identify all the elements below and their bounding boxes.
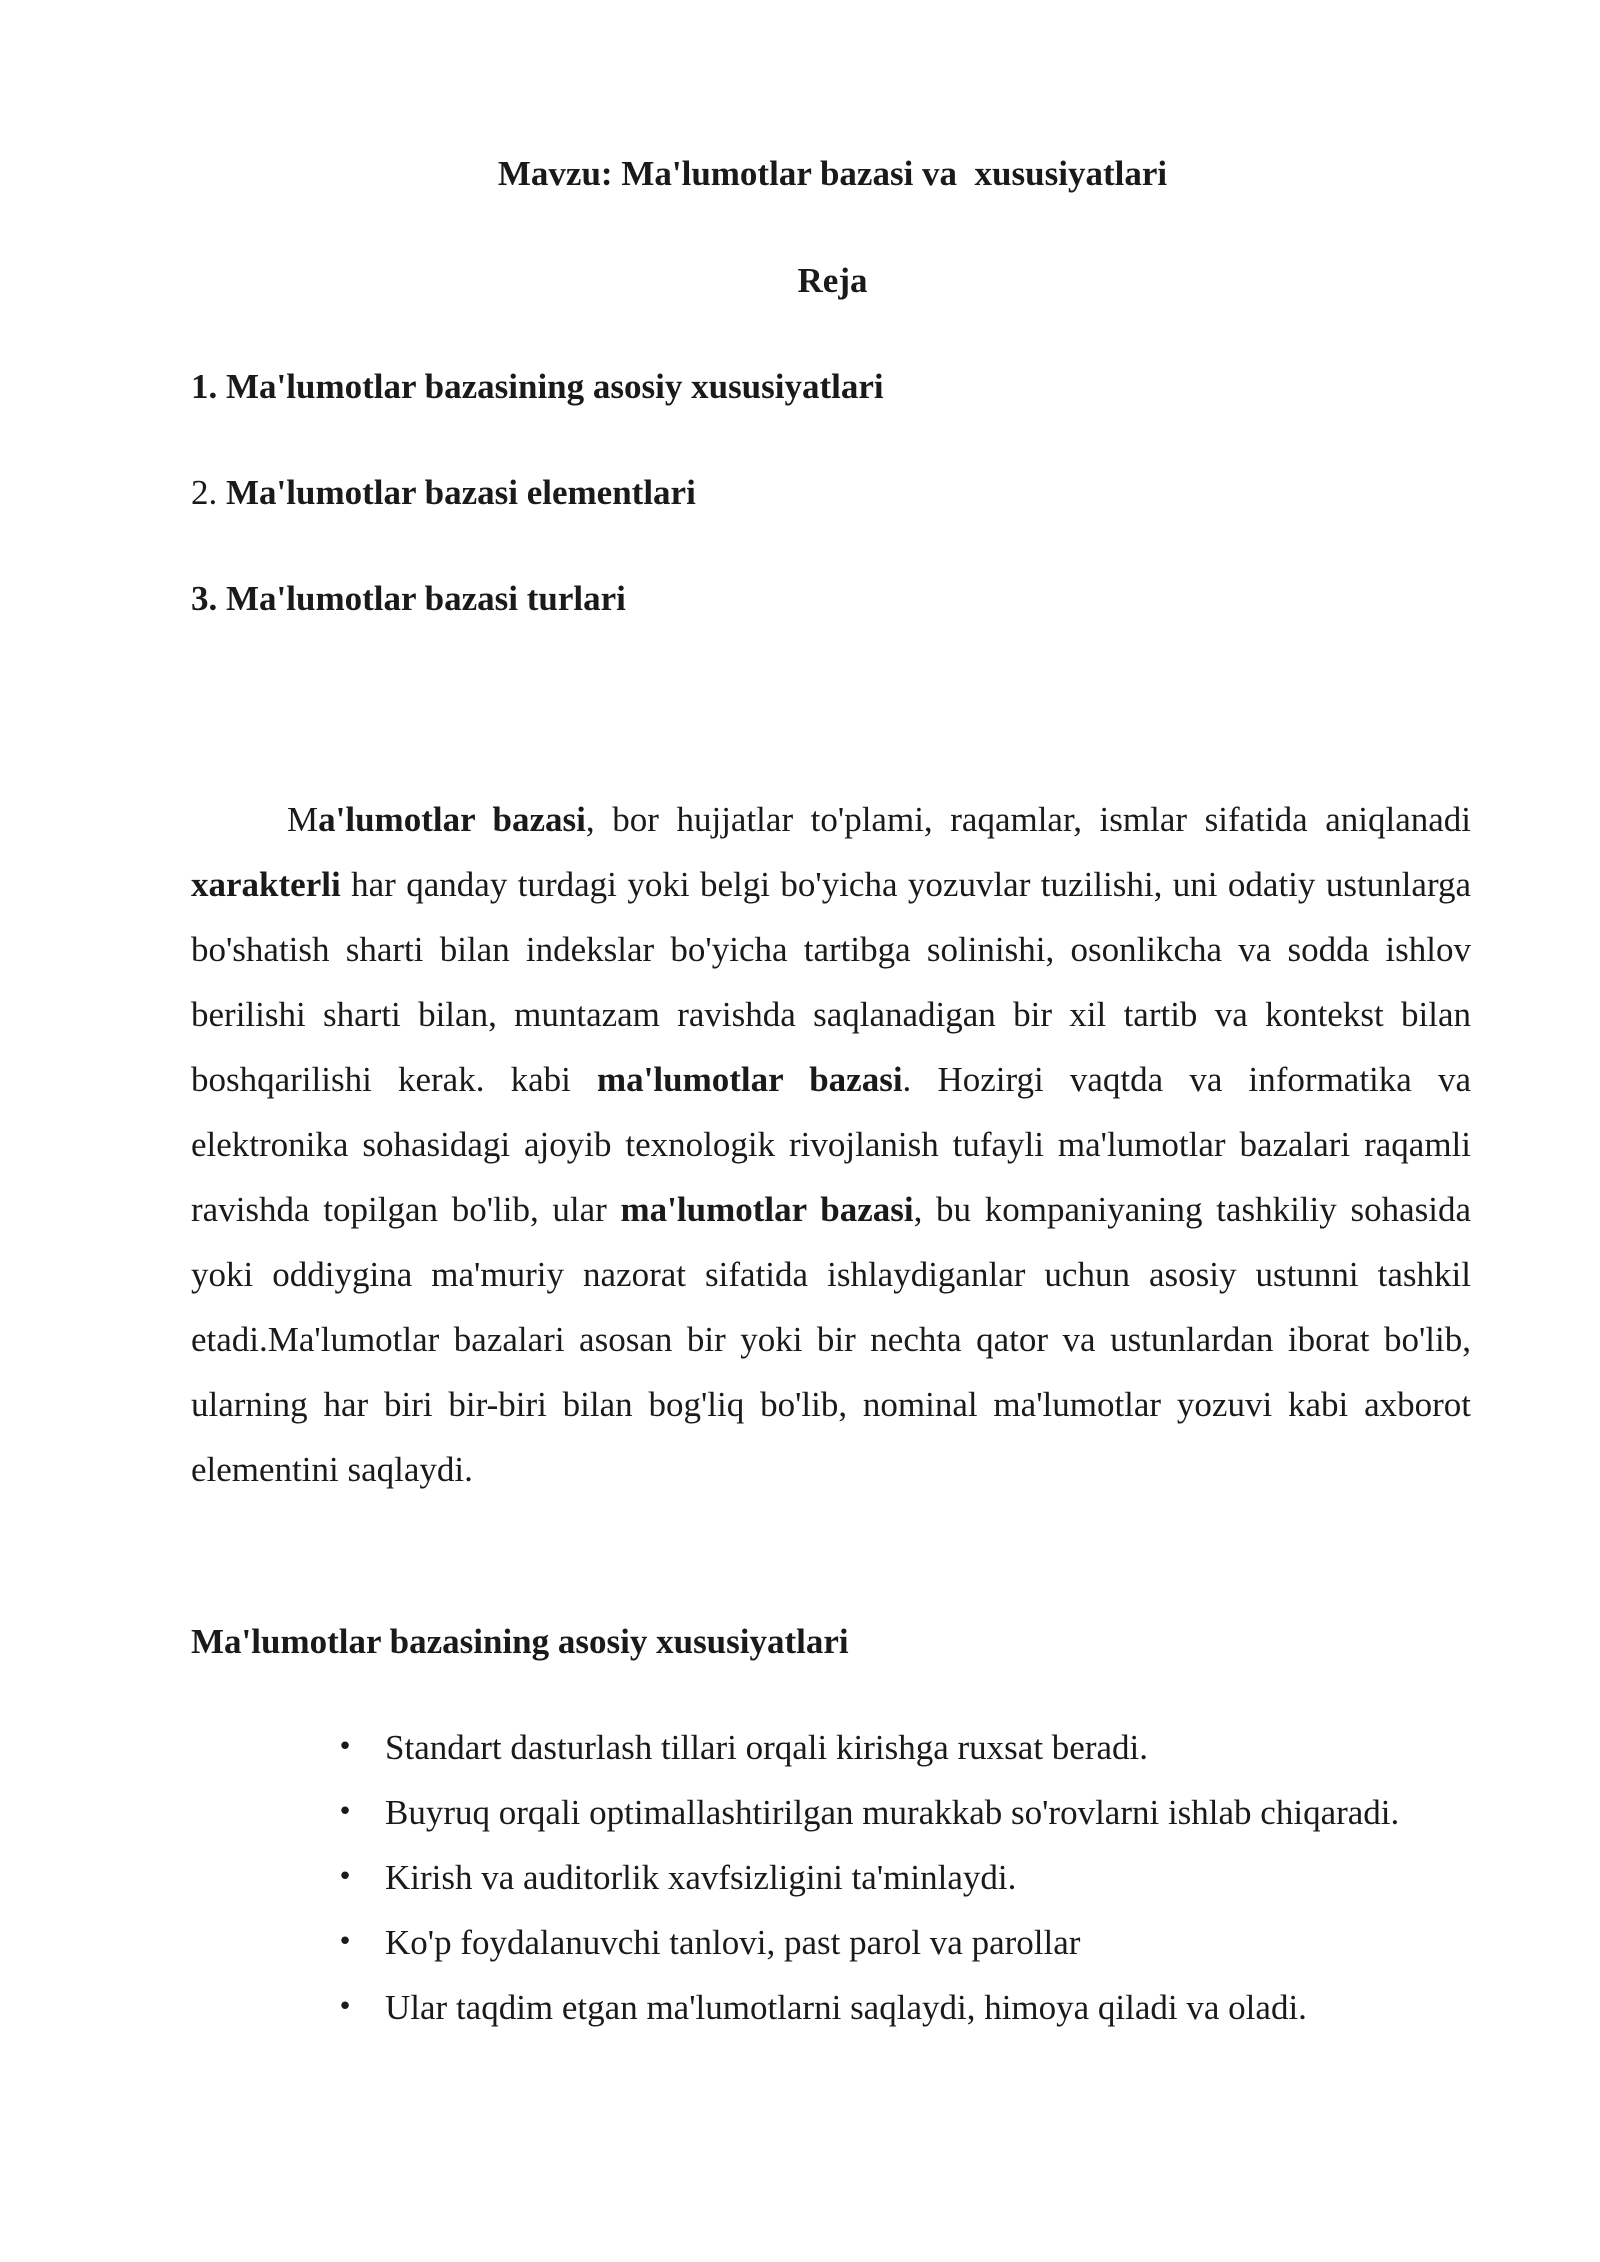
plan-item-2 [191, 469, 696, 517]
paragraph-run: har qanday turdagi yoki belgi bo'yicha yozuvlar tuzilishi, uni odatiy ustunlarga bo'shatish sharti bilan indekslar bo'yicha tartibga solinishi, osonlikcha va sodda ishlov berilishi sharti bilan, muntazam ravishda saqlanadigan bir xil tartib va kontekst bilan boshqarilishi kerak. kabi [191, 865, 1471, 1099]
features-list [337, 1715, 1471, 2040]
list-item [337, 1975, 1471, 2040]
plan-item-number: 3. [191, 579, 226, 618]
plan-heading: Reja [797, 261, 868, 300]
bullet-icon: • [337, 1732, 353, 1762]
list-item-text: Kirish va auditorlik xavfsizligini ta'minlaydi. [385, 1858, 1017, 1897]
paragraph-run-bold: ma'lumotlar bazasi [620, 1190, 914, 1229]
paragraph-run: . Hozirgi vaqtda va informatika va elektronika sohasidagi ajoyib texnologik rivojlanish tufayli ma'lumotlar bazalari raqamli ravishda topilgan bo'lib, ular [191, 1060, 1471, 1229]
paragraph-run-bold: ma'lumotlar bazasi [597, 1060, 903, 1099]
plan-item-3 [191, 575, 626, 623]
plan-item-text: Ma'lumotlar bazasi turlari [226, 579, 626, 618]
paragraph-run: , bu kompaniyaning tashkiliy sohasida yoki oddiygina ma'muriy nazorat sifatida ishlaydiganlar uchun asosiy ustunni tashkil etadi.Ma'lumotlar bazalari asosan bir yoki bir nechta qator va ustunlardan iborat bo'lib, ularning har biri bir-biri bilan bog'liq bo'lib, nominal ma'lumotlar yozuvi kabi axborot elementini saqlaydi. [191, 1190, 1471, 1489]
bullet-icon: • [337, 1797, 353, 1827]
document-title: Mavzu: Ma'lumotlar bazasi va xususiyatlari [497, 154, 1168, 193]
list-item-text: Standart dasturlash tillari orqali kirishga ruxsat beradi. [385, 1728, 1148, 1767]
list-item [337, 1910, 1471, 1975]
plan-item-number: 1. [191, 367, 226, 406]
plan-item-text: Ma'lumotlar bazasining asosiy xususiyatlari [226, 367, 884, 406]
bullet-icon: • [337, 1927, 353, 1957]
list-item [337, 1715, 1471, 1780]
paragraph-run: M [287, 800, 319, 839]
section-heading: Ma'lumotlar bazasining asosiy xususiyatlari [191, 1622, 849, 1661]
bullet-icon: • [337, 1992, 353, 2022]
bullet-icon: • [337, 1862, 353, 1892]
list-item-text: Ular taqdim etgan ma'lumotlarni saqlaydi, himoya qiladi va oladi. [385, 1988, 1307, 2027]
list-item-text: Ko'p foydalanuvchi tanlovi, past parol va parollar [385, 1923, 1081, 1962]
plan-item-text: Ma'lumotlar bazasi elementlari [226, 473, 696, 512]
plan-item-1 [191, 363, 884, 411]
paragraph-run-bold: a'lumotlar bazasi [318, 800, 586, 839]
intro-paragraph [191, 787, 1471, 1502]
plan-item-number: 2. [191, 473, 226, 512]
list-item [337, 1845, 1471, 1910]
list-item [337, 1780, 1471, 1845]
paragraph-run-bold: xarakterli [191, 865, 341, 904]
list-item-text: Buyruq orqali optimallashtirilgan murakkab so'rovlarni ishlab chiqaradi. [385, 1793, 1400, 1832]
paragraph-run: , bor hujjatlar to'plami, raqamlar, ismlar sifatida aniqlanadi [585, 800, 1471, 839]
